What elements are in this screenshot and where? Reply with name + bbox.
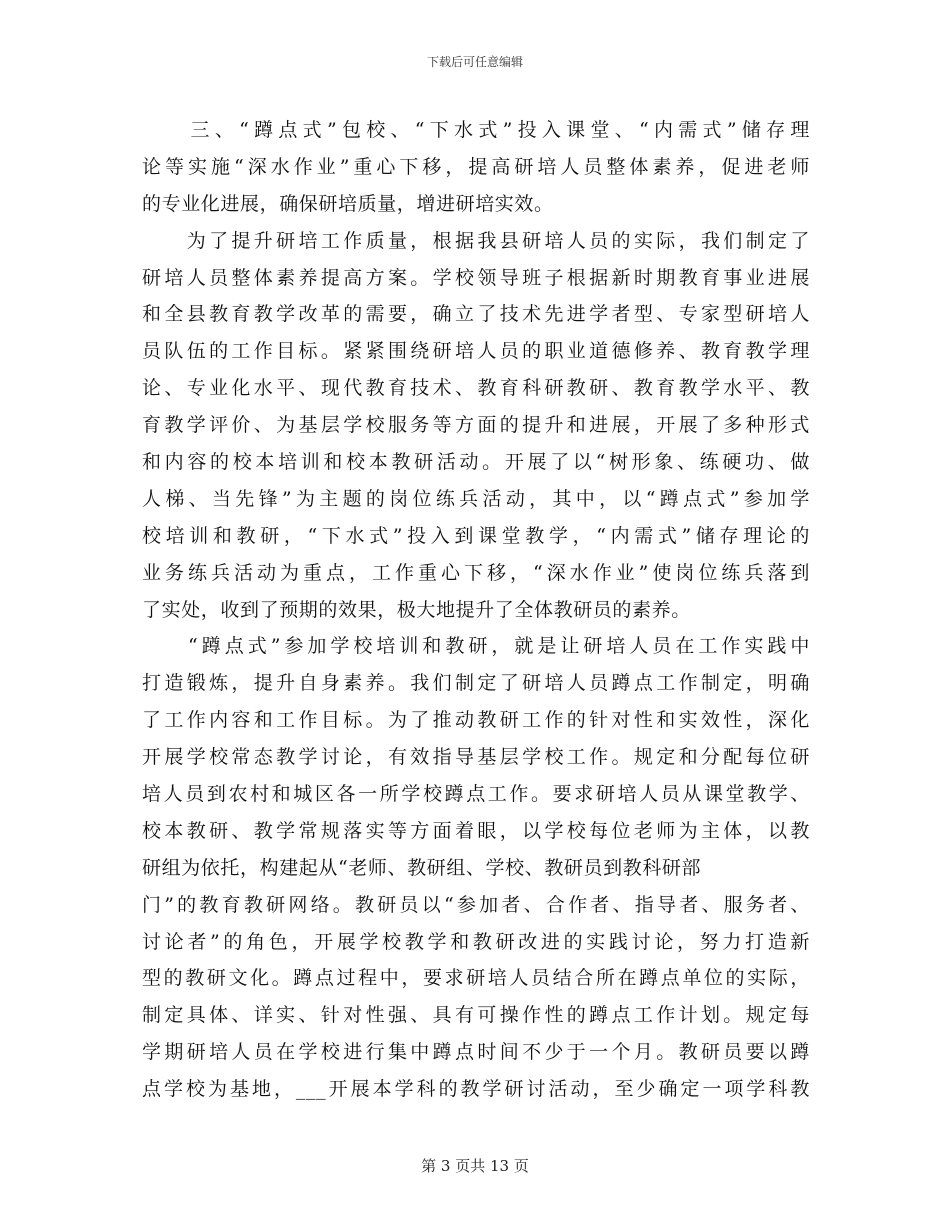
text-line: 讨论者”的角色，开展学校教学和教研改进的实践讨论，努力打造新 <box>142 930 810 953</box>
text-line: 点学校为基地，___开展本学科的教学研讨活动，至少确定一项学科教 <box>142 1078 810 1101</box>
text-line: 员队伍的工作目标。紧紧围绕研培人员的职业道德修养、教育教学理 <box>142 340 810 363</box>
text-line: 为了提升研培工作质量，根据我县研培人员的实际，我们制定了 <box>142 229 810 252</box>
text-line: 育教学评价、为基层学校服务等方面的提升和进展，开展了多种形式 <box>142 414 810 437</box>
text-line: 门”的教育教研网络。教研员以“参加者、合作者、指导者、服务者、 <box>142 893 810 916</box>
text-line: 和全县教育教学改革的需要，确立了技术先进学者型、专家型研培人 <box>142 303 810 326</box>
text-line: 打造锻炼，提升自身素养。我们制定了研培人员蹲点工作制定，明确 <box>142 672 810 695</box>
text-line: 和内容的校本培训和校本教研活动。开展了以“树形象、练硬功、做 <box>142 451 810 474</box>
text-line: 了实处，收到了预期的效果，极大地提升了全体教研员的素养。 <box>142 598 691 621</box>
text-line: 研培人员整体素养提高方案。学校领导班子根据新时期教育事业进展 <box>142 266 810 289</box>
text-line: 的专业化进展，确保研培质量，增进研培实效。 <box>142 192 554 215</box>
text-line: 三、“蹲点式”包校、“下水式”投入课堂、“内需式”储存理 <box>142 119 810 141</box>
text-line: 业务练兵活动为重点，工作重心下移，“深水作业”使岗位练兵落到 <box>142 561 810 584</box>
text-line: 学期研培人员在学校进行集中蹲点时间不少于一个月。教研员要以蹲 <box>142 1041 810 1064</box>
text-line: 论、专业化水平、现代教育技术、教育科研教研、教育教学水平、教 <box>142 377 810 400</box>
text-line: 论等实施“深水作业”重心下移，提高研培人员整体素养，促进老师 <box>142 155 810 178</box>
text-line: 校培训和教研，“下水式”投入到课堂教学，“内需式”储存理论的 <box>142 524 810 547</box>
text-line: “蹲点式”参加学校培训和教研，就是让研培人员在工作实践中 <box>142 635 810 658</box>
text-line: 培人员到农村和城区各一所学校蹲点工作。要求研培人员从课堂教学、 <box>142 783 810 806</box>
text-line: 型的教研文化。蹲点过程中，要求研培人员结合所在蹲点单位的实际， <box>142 967 810 990</box>
document-body <box>142 112 810 1108</box>
page-footer: 第 3 页共 13 页 <box>421 1157 529 1175</box>
page-header: 下载后可任意编辑 <box>426 55 523 69</box>
text-line: 制定具体、详实、针对性强、具有可操作性的蹲点工作计划。规定每 <box>142 1004 810 1027</box>
text-line: 了工作内容和工作目标。为了推动教研工作的针对性和实效性，深化 <box>142 709 810 732</box>
text-line: 开展学校常态教学讨论，有效指导基层学校工作。规定和分配每位研 <box>142 746 810 769</box>
text-line: 人梯、当先锋”为主题的岗位练兵活动，其中，以“蹲点式”参加学 <box>142 487 810 510</box>
text-line: 研组为依托，构建起从“老师、教研组、学校、教研员到教科研部 <box>142 856 702 879</box>
text-line: 校本教研、教学常规落实等方面着眼，以学校每位老师为主体，以教 <box>142 819 810 842</box>
